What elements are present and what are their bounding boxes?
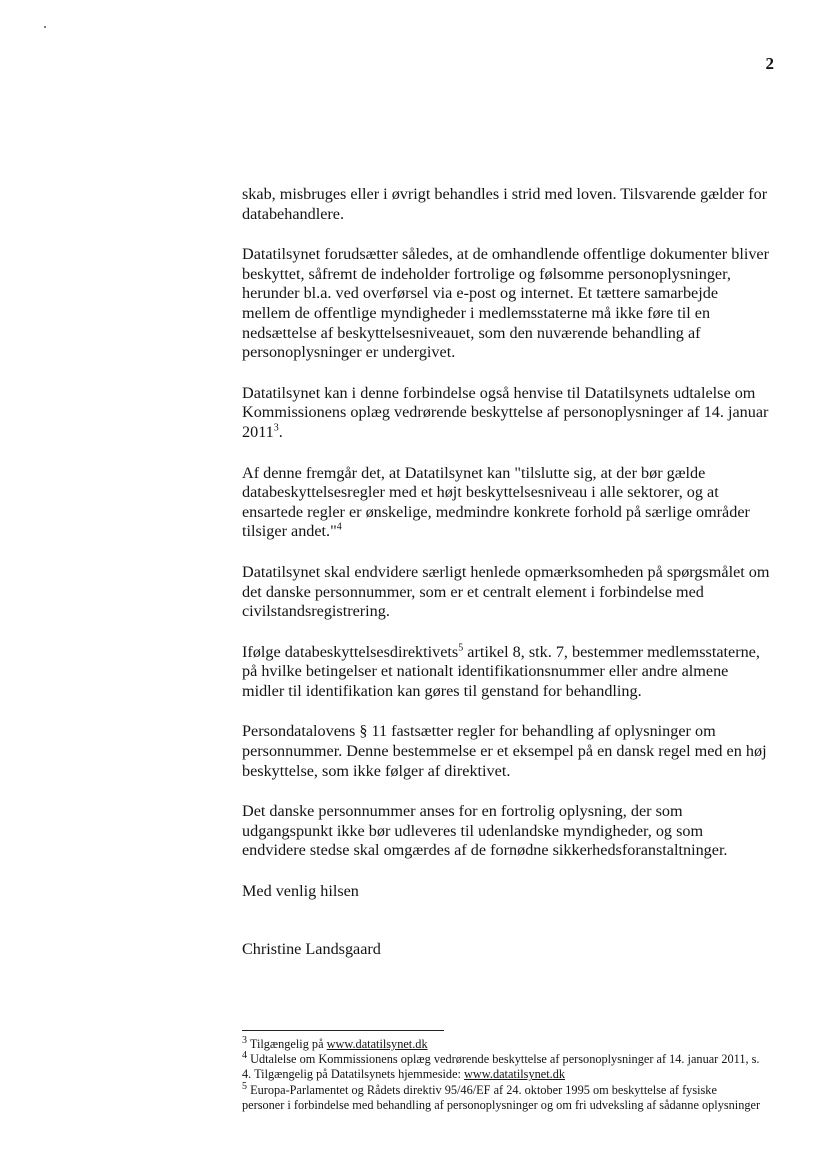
footnotes (242, 1034, 762, 1113)
footnote-4 (242, 1052, 762, 1082)
scan-speck (44, 26, 46, 28)
paragraph-7: Persondatalovens § 11 fastsætter regler for behandling af oplysninger om personnummer. Denne bestemmelse er et eksempel på en dansk regel med en høj beskyttelse, som ikke følger af direktivet. (242, 722, 767, 780)
footnote-number: 4 (242, 1050, 247, 1062)
footnote-ref-5[interactable]: 5 (458, 642, 464, 654)
footnote-separator (242, 1030, 444, 1031)
footnote-number: 5 (242, 1080, 247, 1092)
paragraph-6-text: Ifølge databeskyttelsesdirektivets (242, 642, 459, 661)
footnote-ref-4[interactable]: 4 (336, 521, 342, 533)
footnote-ref-3[interactable]: 3 (273, 422, 279, 434)
footnote-text: Tilgængelig på (249, 1037, 327, 1051)
paragraph-3-text: Datatilsynet kan i denne forbindelse også henvise til Datatilsynets udtalelse om Kommissionens oplæg vedrørende beskyttelse af personoplysninger af 14. januar 2011 (242, 383, 769, 441)
footnote-text: Udtalelse om Kommissionens oplæg vedrørende beskyttelse af personoplysninger af 14. januar 2011, s. 4. Tilgængelig på Datatilsynets hjemmeside: (242, 1052, 760, 1082)
paragraph-4 (242, 464, 770, 542)
footnote-number: 3 (242, 1034, 247, 1046)
paragraph-2: Datatilsynet forudsætter således, at de omhandlende offentlige dokumenter bliver beskyttet, såfremt de indeholder fortrolige og følsomme personoplysninger, herunder bl.a. ved overførsel via e-post og internet. Et tættere samarbejde mellem de offentlige myndigheder i medlemsstaterne må ikke føre til en nedsættelse af beskyttelsesniveauet, som den nuværende behandling af personoplysninger er undergivet. (242, 245, 769, 362)
letter-body (242, 185, 770, 959)
closing-salutation: Med venlig hilsen (242, 882, 359, 901)
page-number: 2 (765, 54, 774, 73)
paragraph-1: skab, misbruges eller i øvrigt behandles i strid med loven. Tilsvarende gælder for databehandlere. (242, 185, 768, 223)
footnote-text: Europa-Parlamentet og Rådets direktiv 95/46/EF af 24. oktober 1995 om beskyttelse af fysiske personer i forbindelse med behandling af personoplysninger og om fri udveksling af sådanne oplysninger (242, 1082, 761, 1112)
paragraph-3 (242, 384, 770, 443)
footnote-link[interactable]: www.datatilsynet.dk (464, 1067, 566, 1082)
paragraph-6 (242, 643, 770, 702)
footnote-3 (242, 1034, 762, 1052)
paragraph-4-text: Af denne fremgår det, at Datatilsynet kan "tilslutte sig, at der bør gælde databeskyttelsesregler med et højt beskyttelsesniveau i alle sektorer, og at ensartede regler er ønskelige, medmindre konkrete forhold på særlige områder tilsiger andet." (242, 463, 750, 541)
paragraph-5: Datatilsynet skal endvidere særligt henlede opmærksomheden på spørgsmålet om det danske personnummer, som er et centralt element i forbindelse med civilstandsregistrering. (242, 562, 770, 621)
paragraph-3-end: . (278, 422, 283, 441)
footnote-link[interactable]: www.datatilsynet.dk (326, 1037, 428, 1051)
signature-name: Christine Landsgaard (242, 939, 381, 958)
footnote-5 (242, 1080, 762, 1113)
paragraph-6-end: artikel 8, stk. 7, bestemmer medlemsstaterne, på hvilke betingelser et nationalt identifikationsnummer eller andre almene midler til identifikation kan gøres til genstand for behandling. (242, 642, 760, 700)
paragraph-8: Det danske personnummer anses for en fortrolig oplysning, der som udgangspunkt ikke bør udleveres til udenlandske myndigheder, og som endvidere stedse skal omgærdes af de fornødne sikkerhedsforanstaltninger. (242, 802, 728, 860)
